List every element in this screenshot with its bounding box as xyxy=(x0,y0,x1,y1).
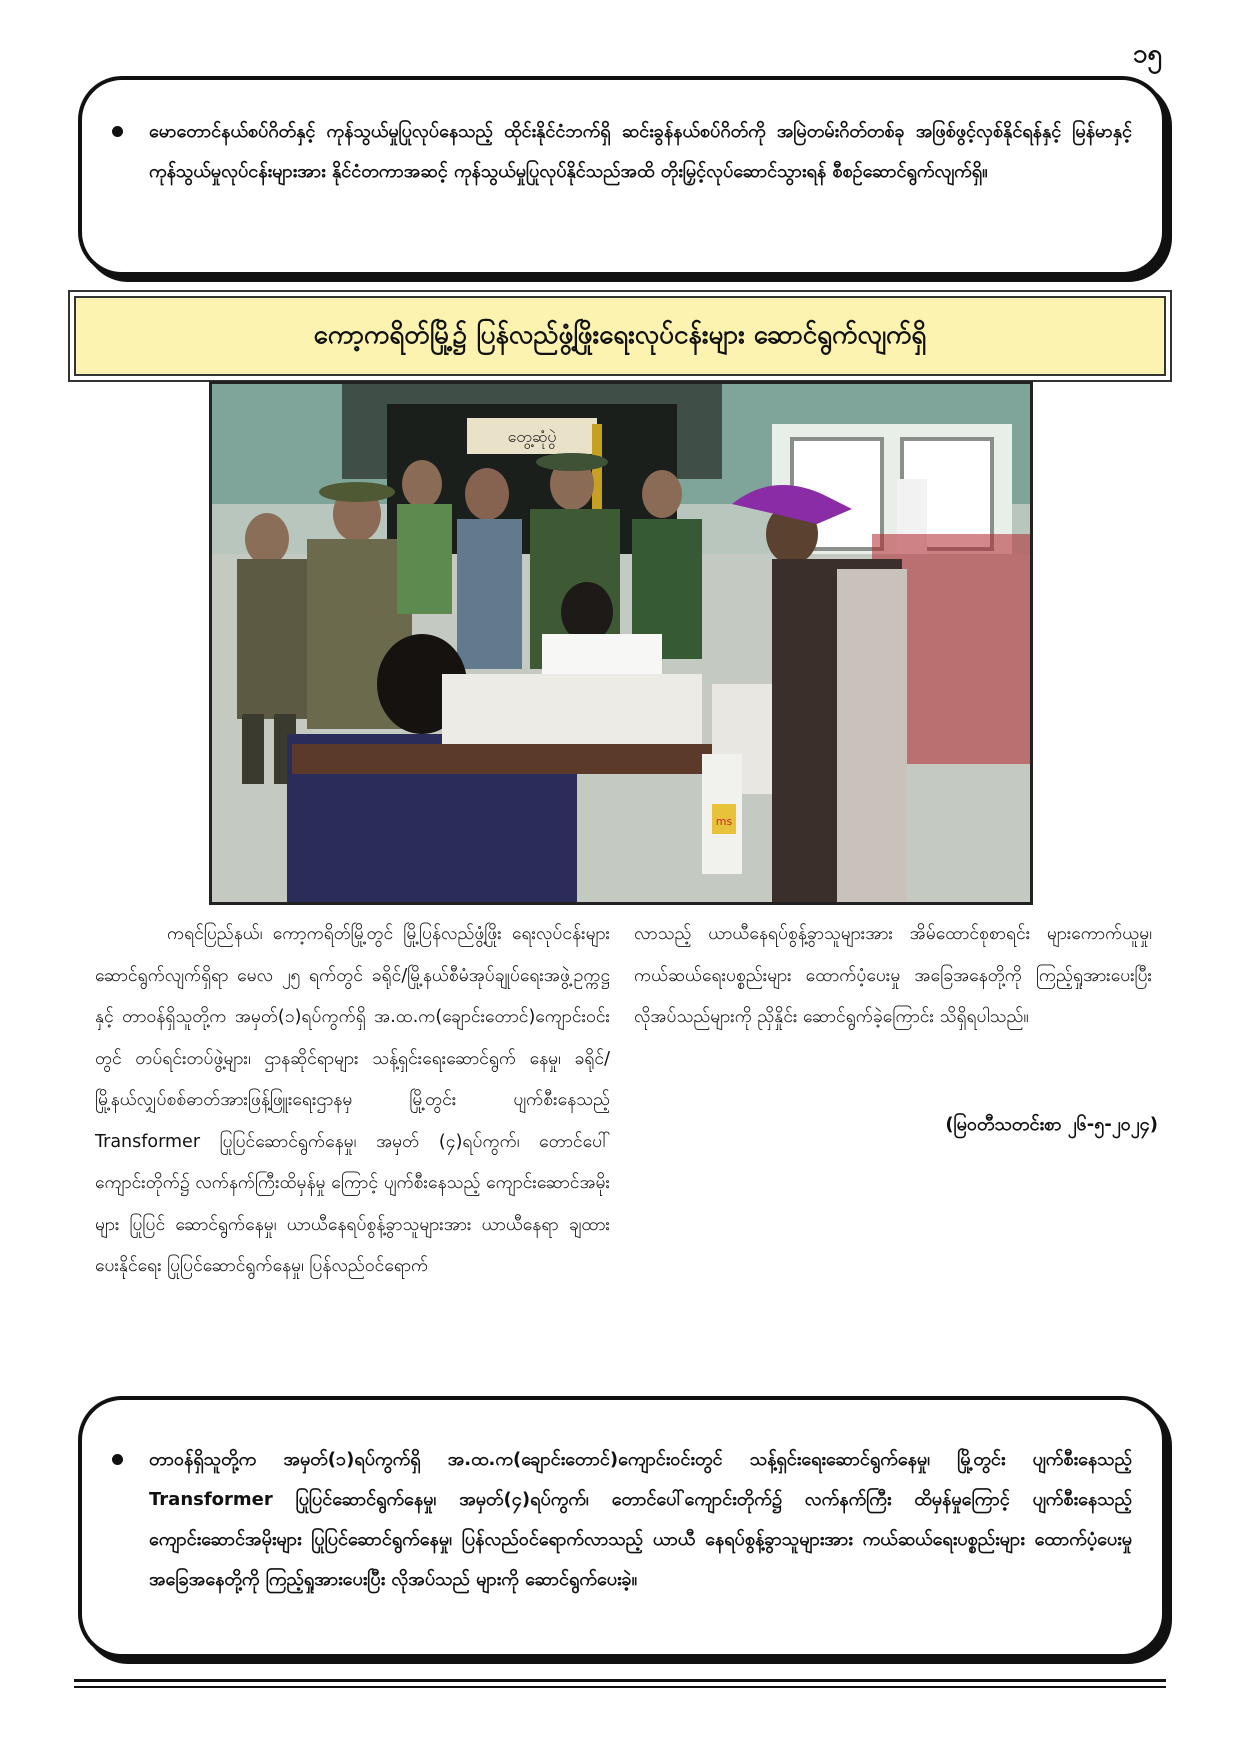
page-number: ၁၅ xyxy=(1132,39,1162,69)
top-bullet-text: မောတောင်နယ်စပ်ဂိတ်နှင့် ကုန်သွယ်မှုပြုလုပ်နေသည့် ထိုင်းနိုင်ငံဘက်ရှိ ဆင်းခွန်နယ်စပ်ဂိတ်ကို အမြဲတမ်းဂိတ်တစ်ခု အဖြစ်ဖွင့်လှစ်နိုင်ရန်နှင့် မြန်မာနှင့်ကုန်သွယ်မှုလုပ်ငန်းများအား နိုင်ငံတကာအဆင့် ကုန်သွယ်မှုပြုလုပ်နိုင်သည်အထိ တိုးမြှင့်လုပ်ဆောင်သွားရန် စီစဉ်ဆောင်ရွက်လျက်ရှိ။ xyxy=(149,121,1132,182)
article-photo xyxy=(209,381,1033,905)
article-body-left-column: ကရင်ပြည်နယ်၊ ကော့ကရိတ်မြို့တွင် မြို့ပြန်လည်ဖွံ့ဖြိုး ရေးလုပ်ငန်းများဆောင်ရွက်လျက်ရှိရာ မေလ ၂၅ ရက်တွင် ခရိုင်/မြို့နယ်စီမံအုပ်ချုပ်ရေးအဖွဲ့ဥက္ကဋ္ဌနှင့် တာဝန်ရှိသူတို့က အမှတ်(၁)ရပ်ကွက်ရှိ အ.ထ.က(ချောင်းတောင်)ကျောင်းဝင်းတွင် တပ်ရင်းတပ်ဖွဲ့များ၊ ဌာနဆိုင်ရာများ သန့်ရှင်းရေးဆောင်ရွက် နေမှု၊ ခရိုင်/မြို့နယ်လျှပ်စစ်ဓာတ်အားဖြန့်ဖြူးရေးဌာနမှ မြို့တွင်း ပျက်စီးနေသည့် Transformer ပြုပြင်ဆောင်ရွက်နေမှု၊ အမှတ် (၄)ရပ်ကွက်၊ တောင်ပေါ်ကျောင်းတိုက်၌ လက်နက်ကြီးထိမှန်မှု ကြောင့် ပျက်စီးနေသည့် ကျောင်းဆောင်အမိုးများ ပြုပြင် ဆောင်ရွက်နေမှု၊ ယာယီနေရပ်စွန့်ခွာသူများအား ယာယီနေရာ ချထားပေးနိုင်ရေး ပြုပြင်ဆောင်ရွက်နေမှု၊ ပြန်လည်ဝင်ရောက် xyxy=(95,924,610,1276)
footer-divider-thin xyxy=(74,1686,1166,1688)
top-bullet-row xyxy=(112,112,1132,192)
footer-divider xyxy=(74,1679,1166,1682)
bottom-summary-box xyxy=(78,1396,1166,1658)
top-info-box xyxy=(78,76,1166,276)
bottom-bullet-text: တာဝန်ရှိသူတို့က အမှတ်(၁)ရပ်ကွက်ရှိ အ.ထ.က(ချောင်းတောင်)ကျောင်းဝင်းတွင် သန့်ရှင်းရေးဆောင်ရွက်နေမှု၊ မြို့တွင်း ပျက်စီးနေသည့် Transformer ပြုပြင်ဆောင်ရွက်နေမှု၊ အမှတ်(၄)ရပ်ကွက်၊ တောင်ပေါ်ကျောင်းတိုက်၌ လက်နက်ကြီး ထိမှန်မှုကြောင့် ပျက်စီးနေသည့် ကျောင်းဆောင်အမိုးများ ပြုပြင်ဆောင်ရွက်နေမှု၊ ပြန်လည်ဝင်ရောက်လာသည့် ယာယီ နေရပ်စွန့်ခွာသူများအား ကယ်ဆယ်ရေးပစ္စည်းများ ထောက်ပံ့ပေးမှုအခြေအနေတို့ကို ကြည့်ရှုအားပေးပြီး လိုအပ်သည် များကို ဆောင်ရွက်ပေးခဲ့။ xyxy=(149,1449,1132,1590)
article-title-banner xyxy=(74,296,1166,376)
bullet-icon xyxy=(112,126,123,137)
article-body-right-column: လာသည့် ယာယီနေရပ်စွန့်ခွာသူများအား အိမ်ထောင်စုစာရင်း များကောက်ယူမှု၊ ကယ်ဆယ်ရေးပစ္စည်းများ ထောက်ပံ့ပေးမှု အခြေအနေတို့ကို ကြည့်ရှုအားပေးပြီး လိုအပ်သည်များကို ညှိနှိုင်း ဆောင်ရွက်ခဲ့ကြောင်း သိရှိရပါသည်။ xyxy=(634,924,1152,1027)
photo-banner-text: တွေ့ဆုံပွဲ xyxy=(507,427,557,446)
bottle-label-text: ms xyxy=(715,815,733,828)
article-title: ကော့ကရိတ်မြို့၌ ပြန်လည်ဖွံ့ဖြိုးရေးလုပ်ငန်းများ ဆောင်ရွက်လျက်ရှိ xyxy=(313,319,927,350)
bottom-bullet-row xyxy=(112,1440,1132,1600)
meeting-photo-illustration xyxy=(212,384,1030,902)
bullet-icon xyxy=(112,1454,123,1465)
article-source: (မြဝတီသတင်းစာ ၂၆-၅-၂၀၂၄) xyxy=(945,1114,1158,1135)
